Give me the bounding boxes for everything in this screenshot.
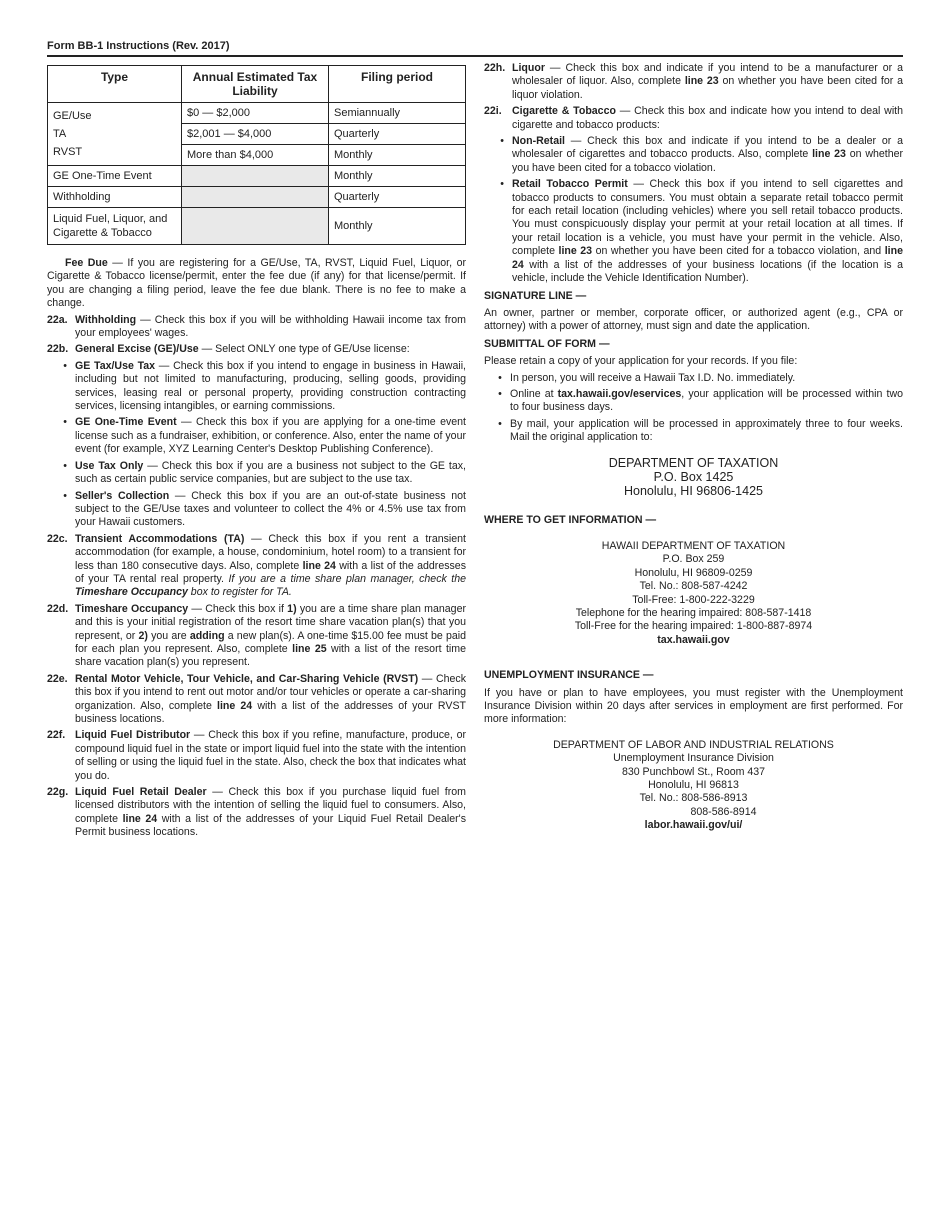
item-number: 22a. xyxy=(47,313,68,326)
item-number: 22g. xyxy=(47,786,69,799)
bullet-sellers-collection xyxy=(47,490,466,530)
line-ref: line 25 xyxy=(292,642,327,655)
item-number: 22b. xyxy=(47,343,69,356)
item-22e xyxy=(47,673,466,727)
submittal-heading: SUBMITTAL OF FORM — xyxy=(484,337,610,350)
bullet-title: Non-Retail xyxy=(512,135,565,148)
ui-line: Honolulu, HI 96813 xyxy=(648,779,739,792)
line-ref: line 24 xyxy=(122,812,158,825)
item-text: — Check this box if you purchase liquid fuel from licensed distributors with the intention of selling the liquid fuel to consumers. Also, complete xyxy=(75,786,466,825)
type-cell: Liquid Fuel, Liquor, and Cigarette & Tobacco xyxy=(48,208,182,245)
submittal-bullet-mail xyxy=(484,418,903,445)
item-text: with a list of the addresses of your Liquid Fuel Retail Dealer's Permit business locations. xyxy=(75,812,467,839)
item-enum: 2) xyxy=(138,629,148,642)
tax-website-link[interactable]: tax.hawaii.gov xyxy=(657,633,730,646)
type-cell: GE One-Time Event xyxy=(48,166,182,187)
liability-cell-empty xyxy=(182,166,329,187)
bullet-icon: • xyxy=(63,459,67,472)
line-ref: line 24 xyxy=(302,559,336,572)
bullet-retail-tobacco-permit xyxy=(484,178,903,285)
item-number: 22f. xyxy=(47,729,66,742)
item-22i xyxy=(484,105,903,132)
bullet-icon: • xyxy=(500,135,504,148)
liability-cell: $2,001 — $4,000 xyxy=(182,124,329,145)
bullet-text: — Check this box if you intend to engage in business in Hawaii, including but not limited to manufacturing, producing, selling goods, providing services, leasing real or personal property, providing construction contracting services, licensing intangibles, or earning commissions. xyxy=(75,359,466,413)
item-text: — Check this box if xyxy=(188,602,288,615)
period-cell: Semiannually xyxy=(329,103,466,124)
page-header: Form BB-1 Instructions (Rev. 2017) xyxy=(47,40,903,57)
type-rvst: RVST xyxy=(53,146,83,158)
ui-line: 808-586-8914 xyxy=(690,805,757,818)
bullet-text: on whether you have been cited for a tobacco violation. xyxy=(512,148,904,174)
col-header-liability: Annual Estimated Tax Liability xyxy=(182,66,329,103)
bullet-use-tax-only xyxy=(47,460,466,487)
address-line: DEPARTMENT OF TAXATION xyxy=(608,455,779,470)
info-line: Telephone for the hearing impaired: 808-587-1418 xyxy=(575,607,812,619)
eservices-link[interactable]: tax.hawaii.gov/eservices xyxy=(557,387,682,400)
address-line: P.O. Box 1425 xyxy=(653,469,734,484)
item-text: on whether you have been cited for a liquor violation. xyxy=(512,75,903,101)
bullet-text: By mail, your application will be processed in approximately three to four weeks. Mail the original application to: xyxy=(510,417,903,444)
item-22g xyxy=(47,786,466,840)
info-line: HAWAII DEPARTMENT OF TAXATION xyxy=(601,539,786,552)
signature-text: An owner, partner or member, corporate officer, or authorized agent (e.g., CPA or attorney) with a power of attorney, must sign and date the application. xyxy=(484,306,903,333)
ui-line: 830 Punchbowl St., Room 437 xyxy=(621,765,766,778)
info-line: Tel. No.: 808-587-4242 xyxy=(639,580,748,593)
type-ta: TA xyxy=(53,128,67,140)
item-title: Cigarette & Tobacco xyxy=(512,105,616,118)
bullet-icon: • xyxy=(63,416,67,429)
info-line: P.O. Box 259 xyxy=(662,553,725,566)
item-22h xyxy=(484,62,903,102)
bullet-text: with a list of the addresses of your business locations (if the location is a vehicle, include the Vehicle Identification Number). xyxy=(512,258,903,285)
item-number: 22i. xyxy=(484,105,502,118)
item-title: Withholding xyxy=(75,313,137,326)
ui-text: If you have or plan to have employees, you must register with the Unemployment Insurance Division within 20 days after services in employment are first performed. For more information: xyxy=(484,686,903,726)
bullet-icon: • xyxy=(498,371,502,384)
item-note: If you are a time share plan manager, check the xyxy=(228,572,466,585)
period-cell: Monthly xyxy=(329,208,466,245)
type-cell: Withholding xyxy=(48,187,182,208)
cell-geuse-types xyxy=(48,103,182,166)
bullet-title: Use Tax Only xyxy=(75,459,144,472)
bullet-text: — Check this box if you are an out-of-state business not subject to the GE/Use taxes and volunteer to collect the 4% or 4.5% use tax from your Hawaii customers. xyxy=(75,489,466,529)
item-text: a new plan(s). A one-time $15.00 fee must be paid for each plan you represent. Also, complete xyxy=(75,629,466,655)
bullet-text: on whether you have been cited for a tobacco violation, and xyxy=(592,245,885,258)
item-text: with a list of the resort time share vacation plan(s) you represent. xyxy=(75,642,466,669)
bullet-text: — Check this box and indicate if you intend to be a dealer or a wholesaler of cigarettes and tobacco products. Also, complete xyxy=(512,135,903,161)
bullet-icon: • xyxy=(498,417,502,430)
filing-period-table xyxy=(47,65,466,245)
ui-line: Tel. No.: 808-586-8913 xyxy=(639,792,748,805)
item-text: you are xyxy=(147,629,190,642)
item-title: Liquor xyxy=(512,62,545,74)
ui-website-link[interactable]: labor.hawaii.gov/ui/ xyxy=(644,819,743,832)
bullet-ge-one-time-event xyxy=(47,416,466,456)
item-text: — Check this box if you intend to rent out motor and/or tour vehicles or operate a car-sharing organization. Also, complete xyxy=(75,672,466,712)
item-number: 22e. xyxy=(47,672,68,685)
info-line: Toll-Free: 1-800-222-3229 xyxy=(632,593,755,606)
period-cell: Monthly xyxy=(329,166,466,187)
item-text: — Check this box if you rent a transient accommodation (for example, a house, condominium, hotel room) to a transient for less than 180 consecutive days. Also, complete xyxy=(75,532,466,572)
info-line: Toll-Free for the hearing impaired: 1-800-887-8974 xyxy=(574,620,813,633)
liability-cell: More than $4,000 xyxy=(182,145,329,166)
bullet-title: GE Tax/Use Tax xyxy=(75,359,156,372)
item-title: Rental Motor Vehicle, Tour Vehicle, and Car-Sharing Vehicle (RVST) xyxy=(75,672,419,685)
item-title: Liquid Fuel Retail Dealer xyxy=(75,786,207,799)
bullet-title: Retail Tobacco Permit xyxy=(512,178,628,191)
line-ref: line 23 xyxy=(812,148,846,161)
item-22d xyxy=(47,603,466,670)
item-note: box to register for TA. xyxy=(187,586,292,599)
signature-heading: SIGNATURE LINE — xyxy=(484,289,587,302)
liability-cell-empty xyxy=(182,187,329,208)
item-22f xyxy=(47,729,466,783)
ui-heading: UNEMPLOYMENT INSURANCE — xyxy=(484,669,654,682)
fee-due-label: Fee Due xyxy=(65,257,108,269)
period-cell: Monthly xyxy=(329,145,466,166)
bullet-text: In person, you will receive a Hawaii Tax I.D. No. immediately. xyxy=(510,371,796,384)
item-22a xyxy=(47,314,466,341)
fee-due-paragraph xyxy=(47,257,466,311)
info-heading: WHERE TO GET INFORMATION — xyxy=(484,513,657,526)
left-column xyxy=(47,62,466,840)
ui-address xyxy=(484,739,903,833)
bullet-title: Seller's Collection xyxy=(75,489,170,502)
fee-due-text: — If you are registering for a GE/Use, TA, RVST, Liquid Fuel, Liquor, or Cigarette & Tobacco license/permit, enter the fee due (if any) for that license/permit. If you are changing a filing period, leave the fee due blank. There is no fee to make a change. xyxy=(47,257,466,310)
bullet-text: — Check this box if you are a business not subject to the GE tax, such as certain public service companies, but are subject to the use tax. xyxy=(75,459,467,486)
item-text: you are a time share plan manager and this is your initial registration of the resort time share vacation plan(s) that you represent, or xyxy=(75,602,466,642)
period-cell: Quarterly xyxy=(329,124,466,145)
line-ref: line 24 xyxy=(217,699,253,712)
line-ref: line 23 xyxy=(558,245,593,258)
item-text: — Check this box and indicate how you intend to deal with cigarette and tobacco products: xyxy=(512,105,904,131)
line-ref: line 24 xyxy=(512,245,903,271)
item-note-bold: Timeshare Occupancy xyxy=(75,586,188,599)
item-title: General Excise (GE)/Use xyxy=(75,343,199,356)
submittal-bullet-online xyxy=(484,388,903,415)
submittal-bullet-in-person xyxy=(484,372,903,385)
liability-cell: $0 — $2,000 xyxy=(182,103,329,124)
item-text: — Check this box if you will be withholding Hawaii income tax from your employees' wages. xyxy=(75,313,466,340)
item-22c xyxy=(47,533,466,600)
item-number: 22h. xyxy=(484,62,506,74)
address-line: Honolulu, HI 96806-1425 xyxy=(624,483,763,498)
item-text: — Select ONLY one type of GE/Use license: xyxy=(198,343,410,356)
item-enum: 1) xyxy=(287,602,297,615)
bullet-icon: • xyxy=(63,359,67,372)
item-text: with a list of the addresses of your RVST business locations. xyxy=(75,699,466,725)
liability-cell-empty xyxy=(182,208,329,245)
item-title: Liquid Fuel Distributor xyxy=(75,729,191,742)
item-text: with a list of the addresses of your TA rental real property. xyxy=(75,559,466,585)
submittal-intro: Please retain a copy of your application for your records. If you file: xyxy=(484,355,798,368)
bullet-text: Online at xyxy=(510,387,558,400)
bullet-non-retail xyxy=(484,135,903,175)
item-number: 22d. xyxy=(47,602,69,615)
col-header-period: Filing period xyxy=(329,66,466,103)
bullet-title: GE One-Time Event xyxy=(75,416,177,429)
item-title: Transient Accommodations (TA) xyxy=(75,532,245,545)
ui-line: DEPARTMENT OF LABOR AND INDUSTRIAL RELATIONS xyxy=(553,738,834,751)
bullet-text: — Check this box if you are applying for a one-time event license such as a fundraiser, exhibition, or conference. Also, enter the name of your event (for example, XYZ Learning Center's Desktop Publishing Conference). xyxy=(75,416,466,456)
bullet-icon: • xyxy=(63,489,67,502)
period-cell: Quarterly xyxy=(329,187,466,208)
item-number: 22c. xyxy=(47,532,68,545)
col-header-type: Type xyxy=(48,66,182,103)
item-text: — Check this box if you refine, manufacture, produce, or compound liquid fuel in the state or import liquid fuel into the state with the intention of selling or using the liquid fuel in the state. Also, check the box that indicates what you do. xyxy=(75,729,467,782)
type-geuse: GE/Use xyxy=(53,110,92,122)
line-ref: line 23 xyxy=(684,75,719,88)
bullet-ge-tax-use-tax xyxy=(47,360,466,414)
item-text: — Check this box and indicate if you intend to be a manufacturer or a wholesaler of liquor. Also, complete xyxy=(512,62,903,88)
bullet-icon: • xyxy=(498,387,502,400)
right-column xyxy=(484,62,903,833)
bullet-text: — Check this box if you intend to sell cigarettes and tobacco products to consumers. You must obtain a separate retail tobacco permit for each retail location (including vehicles) where you sell retail tobacco products. You must conspicuously display your permit at your retail location at all times. If your retail location is a vehicle, you must have your permit in the vehicle. Also, complete xyxy=(512,178,904,258)
bullet-icon: • xyxy=(500,178,504,191)
ui-line: Unemployment Insurance Division xyxy=(613,752,774,765)
info-address xyxy=(484,540,903,647)
info-line: Honolulu, HI 96809-0259 xyxy=(634,566,753,579)
item-22b xyxy=(47,343,466,356)
item-title: Timeshare Occupancy xyxy=(75,602,189,615)
bullet-text: , your application will be processed within two to four business days. xyxy=(510,387,903,414)
mailing-address xyxy=(484,456,903,498)
item-emphasis: adding xyxy=(189,629,225,642)
